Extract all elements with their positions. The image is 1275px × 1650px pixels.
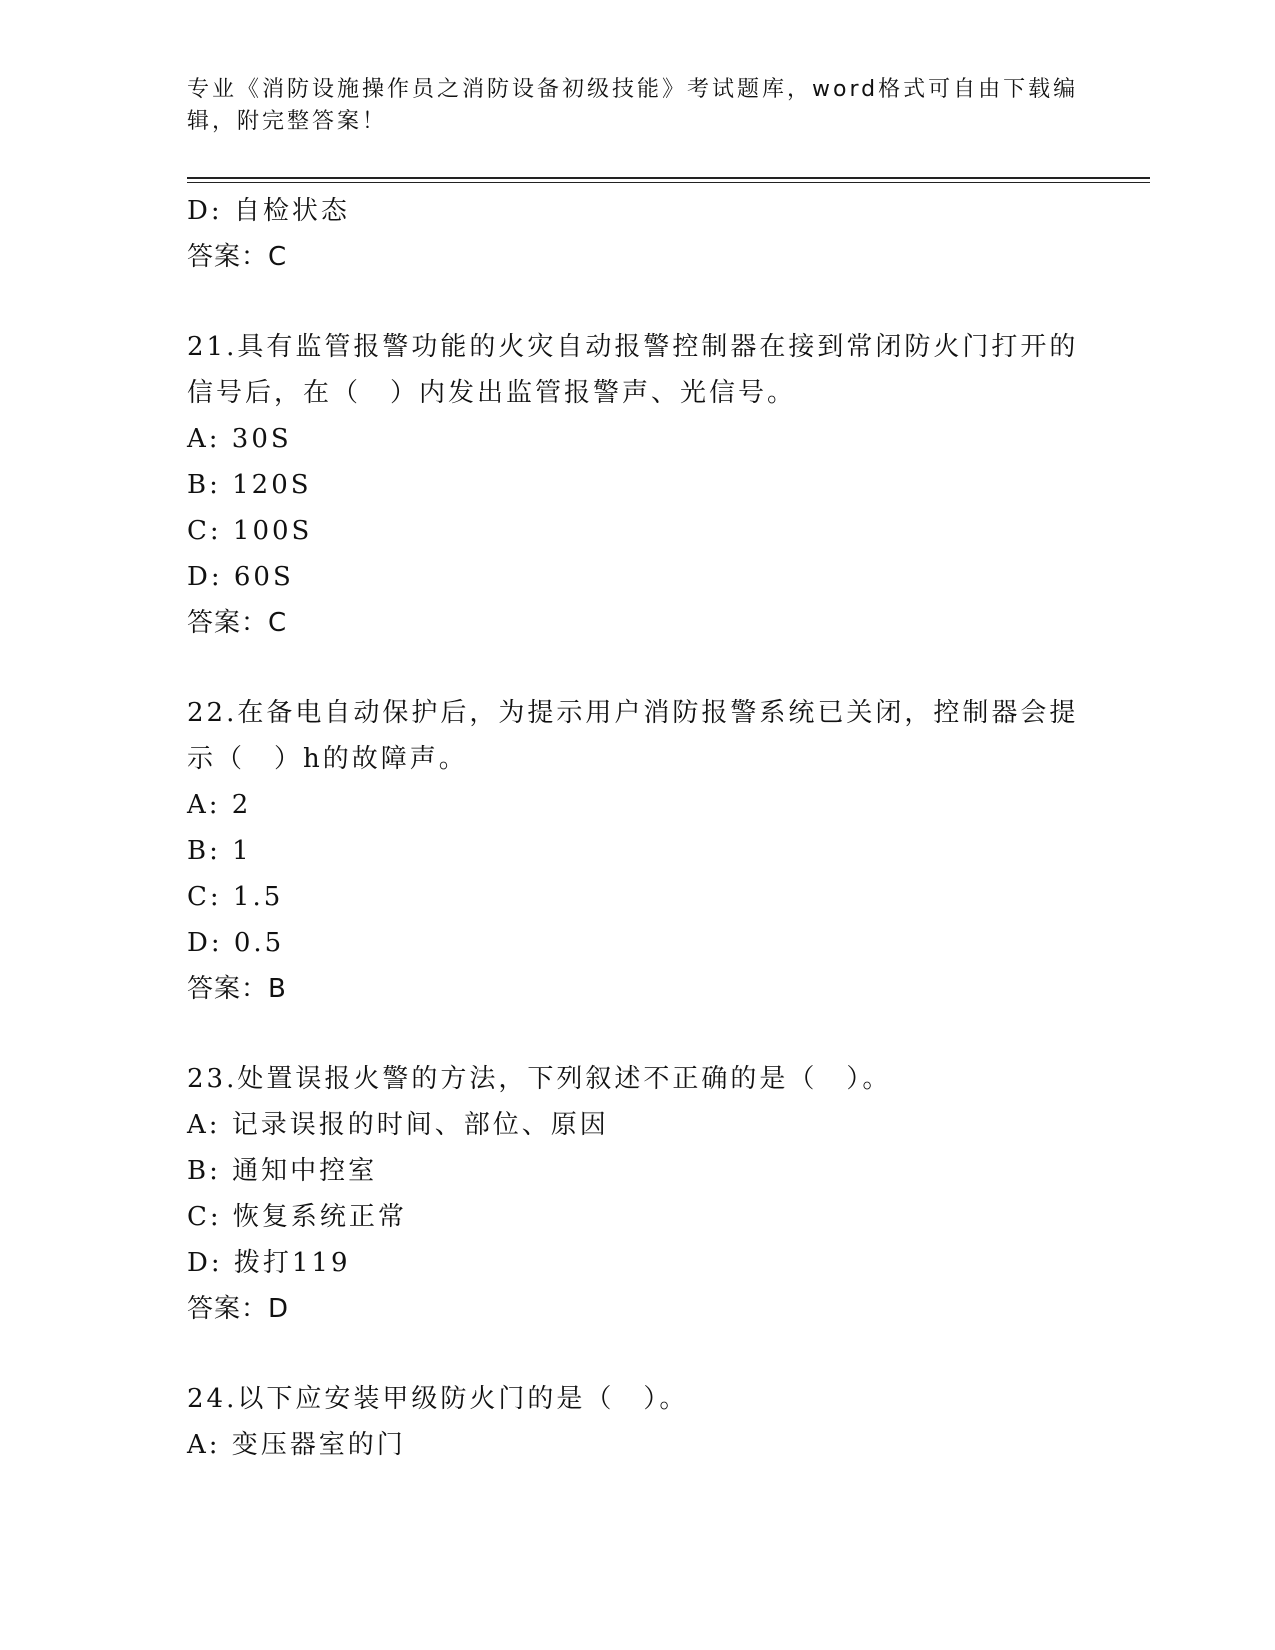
carryover-answer: 答案：C [187,242,288,272]
question-21 [187,324,1087,646]
option-c: C: 1.5 [187,882,284,912]
option-a: A: 变压器室的门 [187,1430,406,1460]
option-d: D: 拨打119 [187,1248,351,1278]
option-c: C: 恢复系统正常 [187,1202,407,1232]
option-d: D: 0.5 [187,928,285,958]
question-content [187,188,1087,1468]
question-stem: 22.在备电自动保护后，为提示用户消防报警系统已关闭，控制器会提示（ ）h的故障声。 [187,698,1079,774]
option-b: B: 1 [187,836,252,866]
option-b: B: 通知中控室 [187,1156,378,1186]
question-24 [187,1376,1087,1468]
answer: 答案：C [187,608,288,638]
question-stem: 21.具有监管报警功能的火灾自动报警控制器在接到常闭防火门打开的信号后，在（ ）内发出监管报警声、光信号。 [187,332,1079,408]
header-rule-thin [187,182,1150,183]
question-23 [187,1056,1087,1332]
carryover-option-d: D: 自检状态 [187,196,350,226]
option-b: B: 120S [187,470,312,500]
question-stem: 23.处置误报火警的方法，下列叙述不正确的是（ ）。 [187,1064,892,1094]
option-d: D: 60S [187,562,294,592]
question-22 [187,690,1087,1012]
option-c: C: 100S [187,516,313,546]
answer: 答案：B [187,974,287,1004]
answer: 答案：D [187,1294,290,1324]
page-header: 专业《消防设施操作员之消防设备初级技能》考试题库，word格式可自由下载编辑，附完整答案！ [187,77,1079,134]
header-rule-thick [187,177,1150,179]
question-stem: 24.以下应安装甲级防火门的是（ ）。 [187,1384,689,1414]
option-a: A: 2 [187,790,252,820]
option-a: A: 记录误报的时间、部位、原因 [187,1110,609,1140]
option-a: A: 30S [187,424,292,454]
